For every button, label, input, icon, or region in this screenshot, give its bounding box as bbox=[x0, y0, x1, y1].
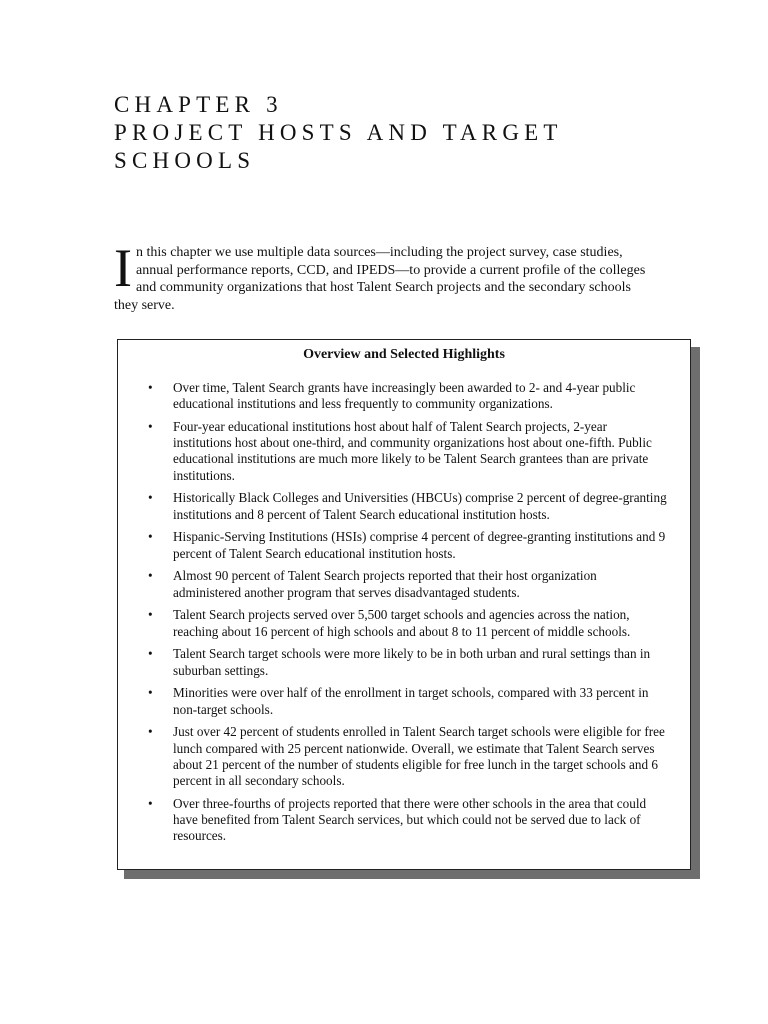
highlights-box bbox=[117, 339, 691, 870]
drop-cap: I bbox=[114, 238, 132, 298]
chapter-heading-line-3: SCHOOLS bbox=[114, 148, 256, 173]
highlights-list bbox=[118, 380, 678, 851]
list-item: • Talent Search projects served over 5,500 target schools and agencies across the nation, reaching about 16 percent of high schools and about 8 to 11 percent of middle schools. bbox=[118, 607, 678, 639]
list-item: • Talent Search target schools were more likely to be in both urban and rural settings than in suburban settings. bbox=[118, 646, 678, 678]
chapter-heading-line-2: PROJECT HOSTS AND TARGET bbox=[114, 120, 563, 145]
intro-paragraph bbox=[114, 238, 654, 314]
list-item: • Minorities were over half of the enrollment in target schools, compared with 33 percent in non-target schools. bbox=[118, 685, 678, 717]
highlights-title: Overview and Selected Highlights bbox=[303, 347, 505, 362]
list-item: • Over time, Talent Search grants have increasingly been awarded to 2- and 4-year public educational institutions and less frequently to community organizations. bbox=[118, 380, 678, 412]
list-item: • Almost 90 percent of Talent Search projects reported that their host organization administered another program that serves disadvantaged students. bbox=[118, 568, 678, 600]
list-item: • Hispanic-Serving Institutions (HSIs) comprise 4 percent of degree-granting institutions and 9 percent of Talent Search educational institution hosts. bbox=[118, 529, 678, 561]
list-item: • Over three-fourths of projects reported that there were other schools in the area that could have benefited from Talent Search services, but which could not be served due to lack of resources. bbox=[118, 796, 678, 845]
list-item: • Just over 42 percent of students enrolled in Talent Search target schools were eligible for free lunch compared with 25 percent nationwide. Overall, we estimate that Talent Search serves about 21 percent of the number of students eligible for free lunch in the target schools and 6 percent in all secondary schools. bbox=[118, 724, 678, 789]
list-item: • Four-year educational institutions host about half of Talent Search projects, 2-year institutions host about one-third, and community organizations host about one-fifth. Public educational institutions are much more likely to be Talent Search grantees than are private institutions. bbox=[118, 419, 678, 484]
chapter-heading bbox=[114, 91, 563, 175]
chapter-heading-line-1: CHAPTER 3 bbox=[114, 92, 283, 117]
intro-text: n this chapter we use multiple data sources—including the project survey, case studies, annual performance reports, CCD, and IPEDS—to provide a current profile of the colleges and community organizations that host Talent Search projects and the secondary schools they serve. bbox=[114, 245, 646, 313]
list-item: • Historically Black Colleges and Universities (HBCUs) comprise 2 percent of degree-granting institutions and 8 percent of Talent Search educational institution hosts. bbox=[118, 490, 678, 522]
